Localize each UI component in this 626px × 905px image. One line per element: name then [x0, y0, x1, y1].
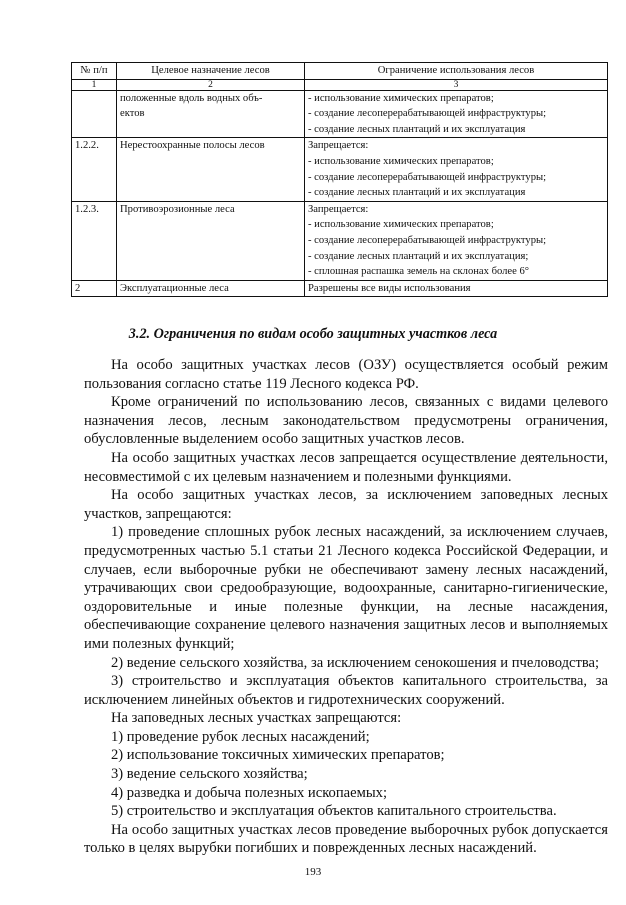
body-text: [84, 356, 608, 858]
restriction-line: - использование химических препаратов;: [308, 92, 494, 104]
purpose-line: Противоэрозионные леса: [120, 203, 235, 215]
restrictions-table: [71, 62, 608, 297]
paragraph: 1) проведение сплошных рубок лесных насаждений, за исключением случаев, предусмотренных частью 5.1 статьи 21 Лесного кодекса Российской Федерации, и случаев, если выборочные рубки не обеспечивают замену лесных насаждений, утрачивающих свои средообразующие, водоохранные, санитарно-гигиенические, оздоровительные и иные полезные функции, на лесные насаждения, обеспечивающие сохранение целевого назначения защитных лесов и выполняемых ими полезных функций;: [84, 524, 608, 652]
paragraph: 5) строительство и эксплуатация объектов капитального строительства.: [111, 803, 557, 820]
header-usage-restriction: Ограничение использования лесов: [305, 63, 608, 80]
restriction-line: - сплошная распашка земель на склонах более 6°: [308, 266, 529, 278]
column-number-2: 2: [117, 79, 305, 90]
row-number: 1.2.3.: [72, 201, 117, 280]
table-header-row: [72, 63, 608, 80]
paragraph: 2) ведение сельского хозяйства, за исключением сенокошения и пчеловодства;: [111, 654, 600, 671]
paragraph: Кроме ограничений по использованию лесов, связанных с видами целевого назначения лесов, лесным законодательством предусмотрены ограничения, обусловленные выделением особо защитных участков лесов.: [84, 394, 608, 448]
restriction-line: - создание лесных плантаций и их эксплуатация;: [308, 250, 529, 262]
restriction-line: - создание лесных плантаций и их эксплуатация: [308, 187, 526, 199]
column-number-3: 3: [305, 79, 608, 90]
row-restrictions: [305, 90, 608, 138]
restriction-line: - создание лесоперерабатывающей инфраструктуры;: [308, 234, 547, 246]
restriction-line: - создание лесоперерабатывающей инфраструктуры;: [308, 171, 547, 183]
page-number: 193: [304, 866, 322, 878]
paragraph: 3) строительство и эксплуатация объектов капитального строительства, за исключением линейных объектов и гидротехнических сооружений.: [84, 673, 608, 708]
paragraph: На заповедных лесных участках запрещаются:: [111, 710, 402, 727]
paragraph: На особо защитных участках лесов, за исключением заповедных лесных участков, запрещаются:: [84, 487, 608, 522]
table-row: [72, 280, 608, 297]
header-forest-purpose: Целевое назначение лесов: [117, 63, 305, 80]
section-title: 3.2. Ограничения по видам особо защитных участков леса: [128, 326, 498, 342]
row-forest-purpose: [117, 138, 305, 201]
purpose-line: положенные вдоль водных объ-: [120, 92, 263, 104]
row-forest-purpose: [117, 201, 305, 280]
row-restrictions: [305, 201, 608, 280]
paragraph: 1) проведение рубок лесных насаждений;: [111, 728, 370, 745]
purpose-line: Эксплуатационные леса: [120, 282, 229, 294]
row-restrictions: [305, 138, 608, 201]
row-number: 2: [72, 280, 117, 297]
paragraph: На особо защитных участках лесов проведение выборочных рубок допускается только в целях вырубки погибших и поврежденных лесных насаждений.: [84, 821, 608, 857]
paragraph: 4) разведка и добыча полезных ископаемых;: [111, 784, 387, 801]
restriction-line: Разрешены все виды использования: [308, 282, 471, 294]
paragraph: На особо защитных участках лесов (ОЗУ) осуществляется особый режим пользования согласно статье 119 Лесного кодекса РФ.: [84, 357, 608, 392]
row-forest-purpose: [117, 280, 305, 297]
column-number-1: 1: [72, 79, 117, 90]
table-row: [72, 138, 608, 201]
paragraph: 3) ведение сельского хозяйства;: [111, 766, 308, 783]
restriction-line: Запрещается:: [308, 140, 369, 152]
table-row: [72, 201, 608, 280]
purpose-line: ектов: [120, 108, 145, 120]
restriction-line: - использование химических препаратов;: [308, 219, 494, 231]
restriction-line: - использование химических препаратов;: [308, 155, 494, 167]
paragraph: На особо защитных участках лесов запрещается осуществление деятельности, несовместимой с их целевым назначением и полезными функциями.: [84, 449, 608, 485]
restriction-line: - создание лесоперерабатывающей инфраструктуры;: [308, 108, 547, 120]
row-forest-purpose: [117, 90, 305, 138]
restriction-line: - создание лесных плантаций и их эксплуатация: [308, 123, 526, 135]
table-row: [72, 90, 608, 138]
header-number: № п/п: [72, 63, 117, 80]
restriction-line: Запрещается:: [308, 203, 369, 215]
row-number: 1.2.2.: [72, 138, 117, 201]
row-restrictions: [305, 280, 608, 297]
paragraph: 2) использование токсичных химических препаратов;: [111, 747, 445, 764]
table-column-numbers-row: [72, 79, 608, 90]
row-number: [72, 90, 117, 138]
purpose-line: Нерестоохранные полосы лесов: [120, 140, 265, 152]
